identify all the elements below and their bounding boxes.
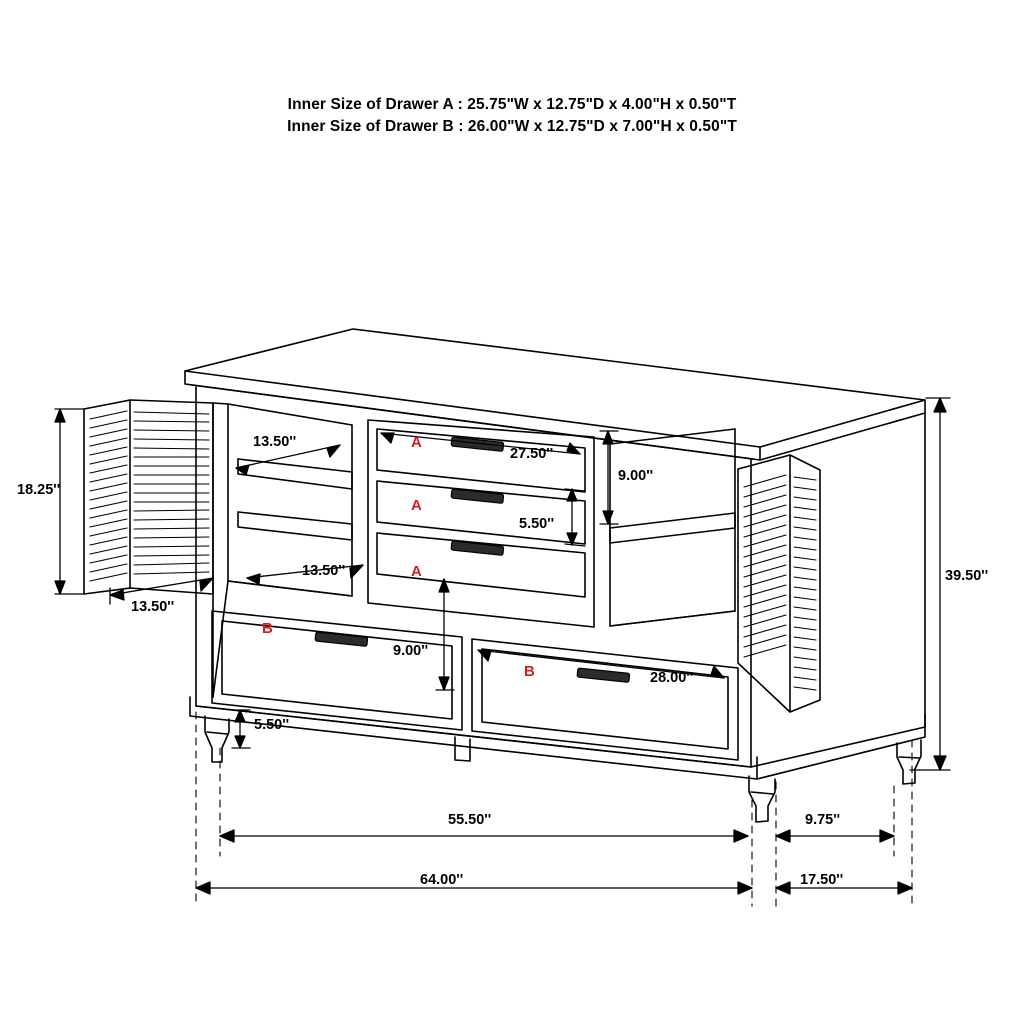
left-shelf-lower <box>238 512 352 540</box>
drawer-tag-a3: A <box>411 563 422 580</box>
leg-back-right <box>897 740 921 784</box>
drawer-a2 <box>377 481 585 544</box>
base-moulding-top-line <box>196 706 751 767</box>
label-left-door-height: 18.25'' <box>17 482 61 498</box>
center-drawer-column <box>368 420 594 627</box>
leg-front-right-detail <box>751 792 773 794</box>
label-drawer-b-height: 9.00'' <box>393 643 429 659</box>
pull-a3 <box>451 541 504 555</box>
drawer-tag-b2: B <box>524 663 535 680</box>
label-case-width: 55.50'' <box>448 812 492 828</box>
label-overall-width: 64.00'' <box>420 872 464 888</box>
cabinet-top-rib <box>213 403 228 404</box>
right-cabinet-bottom-line <box>610 611 735 626</box>
left-cabinet-bottom-line <box>228 581 352 596</box>
left-shelf-upper-top <box>238 459 352 472</box>
left-cabinet-top-line <box>228 404 352 425</box>
label-overall-depth: 17.50'' <box>800 872 844 888</box>
case-right-side <box>751 413 925 767</box>
drawer-tag-a2: A <box>411 497 422 514</box>
right-door-louvers <box>744 475 816 690</box>
label-total-height: 39.50'' <box>945 568 989 584</box>
right-shelf <box>610 513 735 543</box>
leg-center-back <box>455 737 470 761</box>
top-surface <box>185 329 925 447</box>
drawer-tag-b1: B <box>262 620 273 637</box>
label-drawer-b-width: 28.00'' <box>650 670 694 686</box>
pull-b1 <box>315 632 368 646</box>
drawer-a1 <box>377 429 585 492</box>
right-shelf-top-line <box>610 513 735 528</box>
pull-b2 <box>577 668 630 682</box>
label-door-depth: 13.50'' <box>131 599 175 615</box>
label-drawer-stack-height: 9.00'' <box>618 468 654 484</box>
drawer-tag-a1: A <box>411 434 422 451</box>
leg-front-left-detail <box>207 732 227 734</box>
label-shelf-depth-bottom: 13.50'' <box>302 563 346 579</box>
leg-front-right <box>749 776 775 822</box>
label-foot-height: 5.50'' <box>254 717 290 733</box>
note-line-2: Inner Size of Drawer B : 26.00"W x 12.75"D x 7.00"H x 0.50"T <box>287 118 737 135</box>
drawer-b-right <box>472 639 738 760</box>
leg-front-left <box>205 716 229 762</box>
label-drawer-a-width: 27.50'' <box>510 446 554 462</box>
drawer-a3 <box>377 533 585 597</box>
pull-a2 <box>451 489 504 503</box>
leg-back-right-detail <box>899 757 919 758</box>
left-shelf-lower-top <box>238 512 352 524</box>
label-side-depth: 9.75'' <box>805 812 841 828</box>
label-drawer-a-height: 5.50'' <box>519 516 555 532</box>
label-shelf-depth-top: 13.50'' <box>253 434 297 450</box>
right-cabinet-back-panel <box>610 429 735 626</box>
note-line-1: Inner Size of Drawer A : 25.75"W x 12.75"D x 4.00"H x 0.50"T <box>287 96 737 113</box>
cabinet-side-rib <box>213 581 228 697</box>
left-door-louvers <box>90 411 209 581</box>
top-right-edge <box>760 400 925 460</box>
